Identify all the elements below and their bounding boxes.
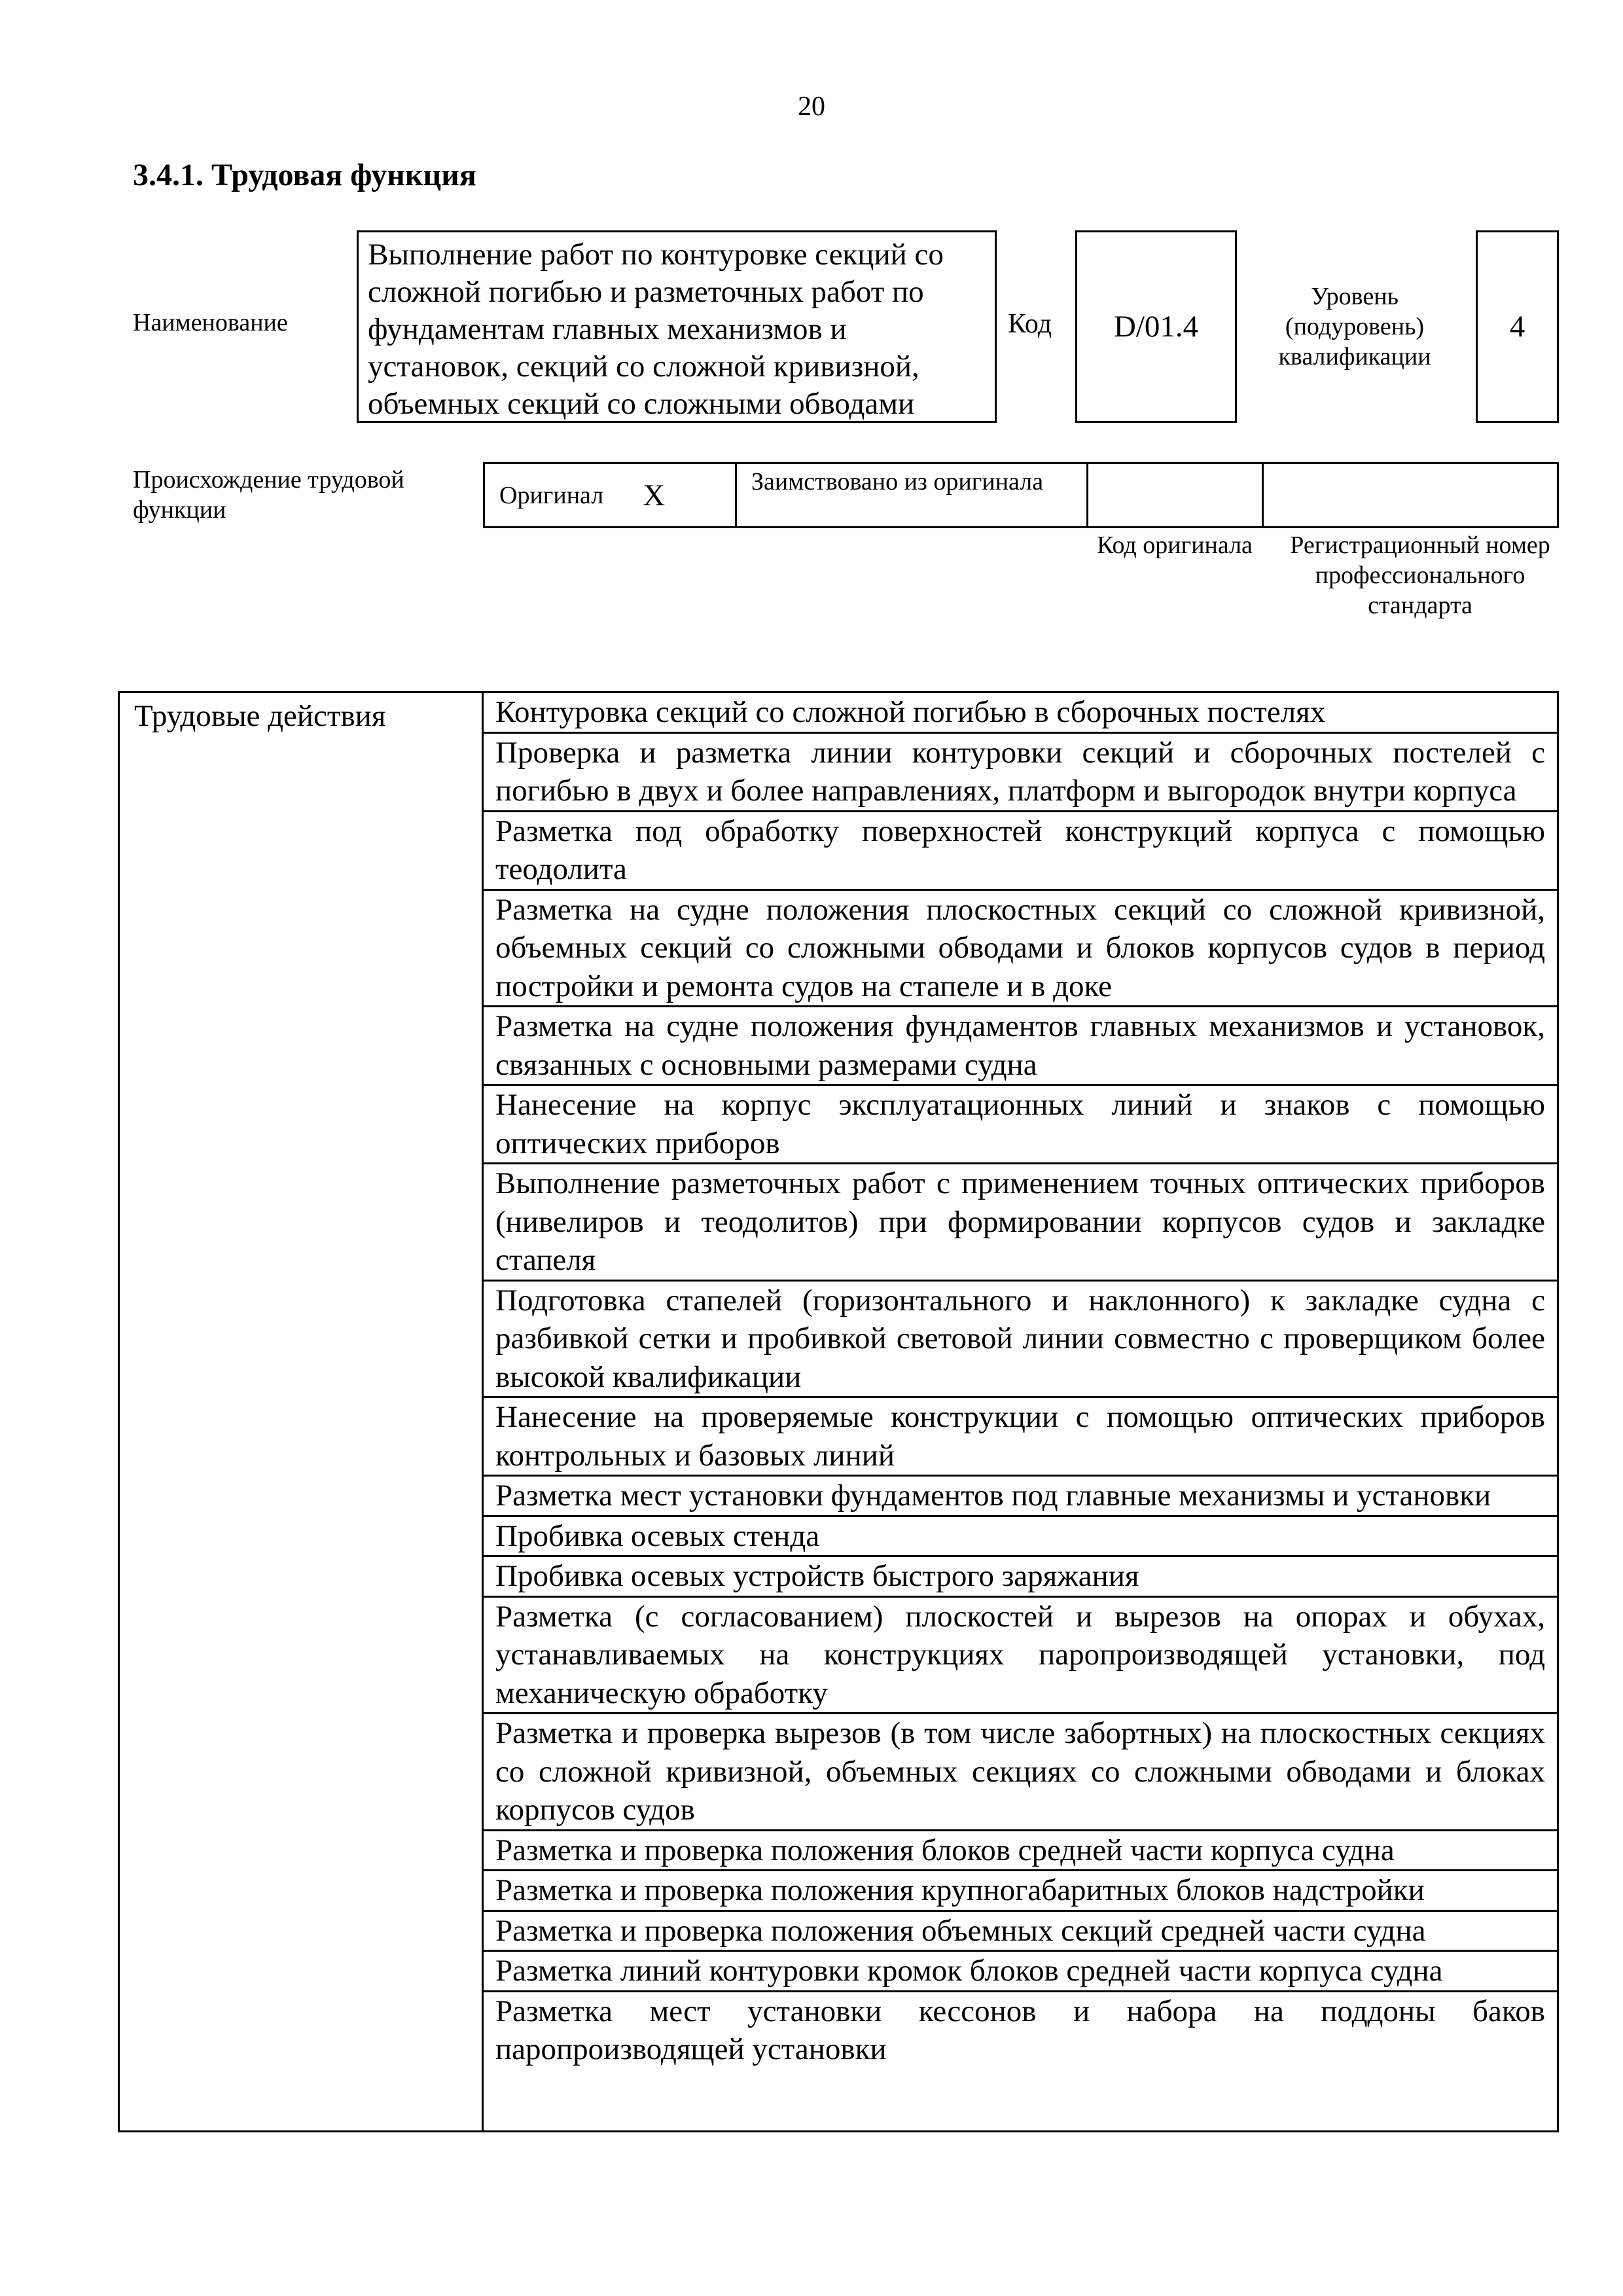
labor-action-row: Выполнение разметочных работ с применением точных оптических приборов (нивелиров и теодолитов) при формировании корпусов судов и закладке стапеля bbox=[484, 1162, 1557, 1280]
labor-action-row: Разметка и проверка вырезов (в том числе забортных) на плоскостных секциях со сложной кривизной, объемных секциях со сложными обводами и блоках корпусов судов bbox=[484, 1712, 1557, 1829]
labor-actions-heading: Трудовые действия bbox=[120, 693, 484, 2130]
code-box bbox=[1075, 230, 1237, 423]
labor-action-row: Нанесение на проверяемые конструкции с помощью оптических приборов контрольных и базовых линий bbox=[484, 1396, 1557, 1475]
origin-code-cell bbox=[1088, 464, 1264, 526]
labor-action-row: Разметка на судне положения плоскостных секций со сложной кривизной, объемных секций со сложными обводами и блоков корпусов судов в период постройки и ремонта судов на стапеле и в доке bbox=[484, 889, 1557, 1006]
labor-action-row: Пробивка осевых стенда bbox=[484, 1515, 1557, 1556]
code-value: D/01.4 bbox=[1113, 310, 1199, 344]
origin-reg-cell bbox=[1264, 464, 1557, 526]
labor-action-row: Разметка мест установки кессонов и набора на поддоны баков паропроизводящей установки bbox=[484, 1990, 1557, 2069]
name-label: Наименование bbox=[133, 309, 288, 336]
labor-actions-table bbox=[118, 691, 1559, 2132]
function-name: Выполнение работ по контуровке секций со сложной погибью и разметочных работ по фундаментам главных механизмов и установок, секций со сложной кривизной, объемных секций со сложными обводами bbox=[368, 238, 944, 421]
reg-number-caption: Регистрационный номер профессионального стандарта bbox=[1290, 531, 1550, 619]
labor-action-row: Разметка линий контуровки кромок блоков средней части корпуса судна bbox=[484, 1950, 1557, 1990]
labor-action-row: Нанесение на корпус эксплуатационных линий и знаков с помощью оптических приборов bbox=[484, 1084, 1557, 1162]
labor-action-row: Разметка мест установки фундаментов под главные механизмы и установки bbox=[484, 1475, 1557, 1515]
labor-action-row: Пробивка осевых устройств быстрого заряжания bbox=[484, 1555, 1557, 1596]
labor-action-row: Подготовка стапелей (горизонтального и наклонного) к закладке судна с разбивкой сетки и пробивкой световой линии совместно с проверщиком более высокой квалификации bbox=[484, 1280, 1557, 1397]
page-number: 20 bbox=[798, 92, 825, 122]
labor-action-row: Разметка на судне положения фундаментов главных механизмов и установок, связанных с основными размерами судна bbox=[484, 1005, 1557, 1084]
borrowed-label: Заимствовано из оригинала bbox=[751, 468, 1044, 495]
code-label: Код bbox=[1008, 309, 1052, 339]
function-name-box bbox=[357, 230, 997, 423]
original-label: Оригинал bbox=[499, 481, 604, 509]
labor-action-row: Разметка и проверка положения блоков средней части корпуса судна bbox=[484, 1829, 1557, 1870]
labor-action-row: Контуровка секций со сложной погибью в сборочных постелях bbox=[495, 695, 1326, 729]
labor-action-row: Разметка (с согласованием) плоскостей и вырезов на опорах и обухах, устанавливаемых на конструкциях паропроизводящей установки, под механическую обработку bbox=[484, 1596, 1557, 1713]
labor-action-row: Разметка и проверка положения крупногабаритных блоков надстройки bbox=[484, 1869, 1557, 1910]
level-value: 4 bbox=[1509, 310, 1525, 344]
origin-original-cell bbox=[485, 464, 737, 526]
original-mark: X bbox=[643, 478, 666, 512]
code-original-caption: Код оригинала bbox=[1097, 531, 1253, 559]
labor-actions-list bbox=[484, 693, 1557, 2130]
labor-action-row: Проверка и разметка линии контуровки секций и сборочных постелей с погибью в двух и более направлениях, платформ и выгородок внутри корпуса bbox=[484, 732, 1557, 810]
section-title: 3.4.1. Трудовая функция bbox=[133, 158, 476, 192]
level-label: Уровень (подуровень) квалификации bbox=[1278, 283, 1431, 370]
origin-label: Происхождение трудовой функции bbox=[133, 466, 404, 524]
level-box bbox=[1476, 230, 1559, 423]
origin-table bbox=[483, 462, 1559, 528]
labor-action-row: Разметка под обработку поверхностей конструкций корпуса с помощью теодолита bbox=[484, 810, 1557, 889]
origin-borrowed-cell bbox=[737, 464, 1088, 526]
labor-action-row: Разметка и проверка положения объемных секций средней части судна bbox=[484, 1910, 1557, 1950]
